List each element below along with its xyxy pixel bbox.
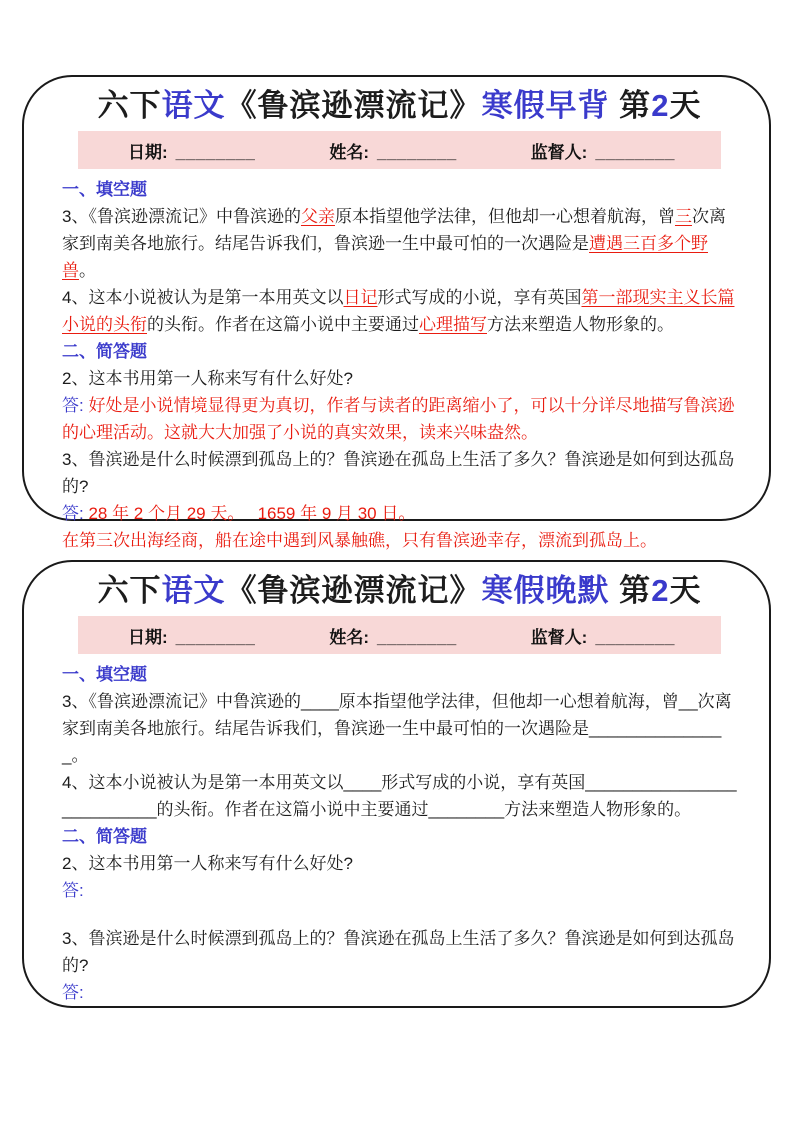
text-segment: 三 <box>674 207 692 226</box>
question <box>62 925 737 979</box>
worksheet-body <box>62 661 737 1006</box>
section-heading <box>62 661 737 688</box>
text-segment: 语文 <box>161 88 226 123</box>
text-segment: 遭遇三百多个野兽 <box>62 234 708 280</box>
text-segment: 2 <box>651 88 670 123</box>
meta-label: 监督人: <box>530 627 588 647</box>
text-segment: 父亲 <box>300 207 335 226</box>
text-segment: 2、这本书用第一人称来写有什么好处? <box>62 854 353 873</box>
text-segment: 六下 <box>97 88 162 123</box>
meta-bar <box>78 131 721 169</box>
text-segment: 形式写成的小说，享有英国 <box>377 288 582 307</box>
meta-bar <box>78 616 721 654</box>
text-segment: 次离家到南美各地旅行。结尾告诉我们，鲁滨逊一生中最可怕的一次遇险是 <box>62 207 726 253</box>
meta-label: 姓名: <box>329 627 370 647</box>
meta-blank-line: ________ <box>175 142 256 162</box>
text-segment: 第 <box>609 88 652 123</box>
text-segment: 寒假晚默 <box>481 573 610 608</box>
text-segment: 的头衔。作者在这篇小说中主要通过 <box>147 315 419 334</box>
text-segment: 答: <box>62 983 84 1002</box>
worksheet-title <box>62 84 737 128</box>
text-segment: 二、简答题 <box>62 827 147 846</box>
question <box>62 365 737 392</box>
text-segment: 天 <box>669 573 702 608</box>
meta-field <box>531 138 675 163</box>
worksheet-title <box>62 569 737 613</box>
text-segment: 寒假早背 <box>481 88 610 123</box>
text-segment: 天 <box>669 88 702 123</box>
answer-blank <box>62 979 737 1006</box>
text-segment: 4、这本小说被认为是第一本用英文以____形式写成的小说，享有英国__________________________的头衔。作者在这篇小说中主要通过________方法来塑造人物形象的。 <box>62 773 737 819</box>
question <box>62 850 737 877</box>
meta-field <box>329 623 456 648</box>
meta-field <box>531 623 675 648</box>
meta-field <box>329 138 456 163</box>
text-segment: 3、鲁滨逊是什么时候漂到孤岛上的？鲁滨逊在孤岛上生活了多久？鲁滨逊是如何到达孤岛的? <box>62 450 735 496</box>
text-segment: 2 <box>651 573 670 608</box>
text-segment: 方法来塑造人物形象的。 <box>487 315 674 334</box>
text-segment: 3、《鲁滨逊漂流记》中鲁滨逊的 <box>62 207 301 226</box>
meta-label: 姓名: <box>329 142 370 162</box>
text-segment: 《鲁滨逊漂流记》 <box>225 573 482 608</box>
meta-blank-line: ________ <box>175 627 256 647</box>
text-segment: 。 <box>79 261 96 280</box>
text-segment: 一、填空题 <box>62 665 147 684</box>
text-segment: 3、鲁滨逊是什么时候漂到孤岛上的？鲁滨逊在孤岛上生活了多久？鲁滨逊是如何到达孤岛的? <box>62 929 735 975</box>
meta-field <box>128 623 255 648</box>
meta-blank-line: ________ <box>377 142 457 162</box>
text-segment: 3、《鲁滨逊漂流记》中鲁滨逊的____原本指望他学法律，但他却一心想着航海，曾__次离家到南美各地旅行。结尾告诉我们，鲁滨逊一生中最可怕的一次遇险是_______________。 <box>62 692 732 765</box>
meta-blank-line: ________ <box>595 142 675 162</box>
worksheet-card-evening <box>22 560 771 1008</box>
fill-blank-item <box>62 688 737 769</box>
text-segment: 《鲁滨逊漂流记》 <box>225 88 482 123</box>
text-segment: 4、这本小说被认为是第一本用英文以 <box>62 288 344 307</box>
text-segment: 答: <box>62 881 84 900</box>
answer <box>62 500 737 527</box>
worksheet-card-morning <box>22 75 771 550</box>
meta-label: 日期: <box>128 142 168 162</box>
meta-label: 监督人: <box>530 142 588 162</box>
question <box>62 446 737 500</box>
meta-blank-line: ________ <box>595 627 675 647</box>
worksheet-body <box>62 176 737 554</box>
answer <box>62 392 737 446</box>
fill-blank-item <box>62 769 737 823</box>
text-segment: 答: <box>62 504 89 523</box>
meta-field <box>128 138 255 163</box>
answer-blank <box>62 877 737 904</box>
text-segment: 原本指望他学法律，但他却一心想着航海，曾 <box>334 207 675 226</box>
meta-blank-line: ________ <box>377 627 457 647</box>
text-segment: 2、这本书用第一人称来写有什么好处? <box>62 369 353 388</box>
section-heading <box>62 338 737 365</box>
answer <box>62 527 737 554</box>
fill-blank-item <box>62 203 737 284</box>
text-segment: 第 <box>609 573 652 608</box>
text-segment: 心理描写 <box>419 315 487 334</box>
text-segment: 一、填空题 <box>62 180 147 199</box>
text-segment: 第一部现实主义长篇小说的头衔 <box>62 288 735 334</box>
text-segment: 二、简答题 <box>62 342 147 361</box>
section-heading <box>62 823 737 850</box>
section-heading <box>62 176 737 203</box>
text-segment: 好处是小说情境显得更为真切，作者与读者的距离缩小了，可以十分详尽地描写鲁滨逊的心理活动。这就大大加强了小说的真实效果，读来兴味盎然。 <box>62 396 735 442</box>
meta-label: 日期: <box>128 627 168 647</box>
text-segment: 28 年 2 个月 29 天。 1659 年 9 月 30 日。 <box>88 504 416 523</box>
text-segment: 六下 <box>97 573 162 608</box>
text-segment: 日记 <box>343 288 378 307</box>
text-segment: 答: <box>62 396 89 415</box>
fill-blank-item <box>62 284 737 338</box>
text-segment: 在第三次出海经商，船在途中遇到风暴触礁，只有鲁滨逊幸存，漂流到孤岛上。 <box>62 531 657 550</box>
text-segment: 语文 <box>161 573 226 608</box>
